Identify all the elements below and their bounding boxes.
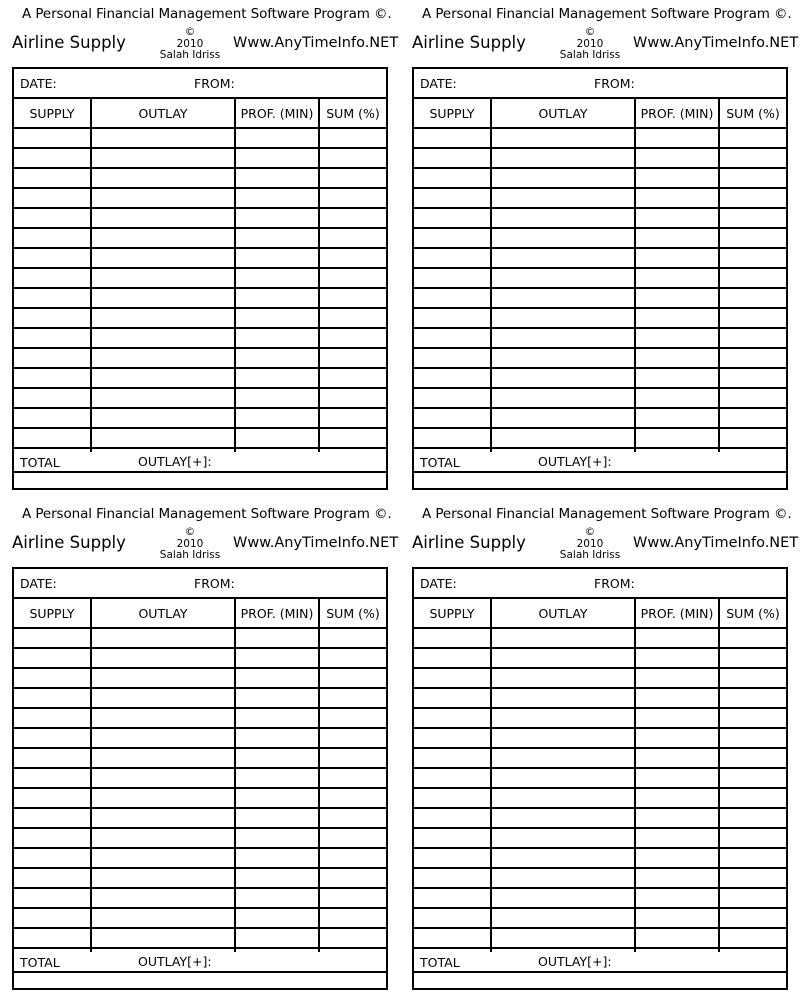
date-from-row [14,69,386,99]
table-row[interactable] [14,149,386,169]
table-row[interactable] [14,249,386,269]
total-label: TOTAL [420,455,460,470]
from-label: FROM: [194,76,235,91]
form-title: Airline Supply [12,33,126,52]
table-row[interactable] [414,369,786,389]
column-header: SUPPLY [429,106,475,121]
copyright-block [150,27,230,62]
table-row[interactable] [414,169,786,189]
table-row[interactable] [14,749,386,769]
table-row[interactable] [414,789,786,809]
outlay-total-label: OUTLAY[+]: [538,954,612,969]
table-row[interactable] [414,689,786,709]
table-row[interactable] [14,349,386,369]
table-row[interactable] [414,729,786,749]
table-row[interactable] [414,669,786,689]
copyright-block [150,527,230,562]
table-row[interactable] [14,649,386,669]
table-row[interactable] [414,629,786,649]
date-from-row [414,69,786,99]
column-header: PROF. (MIN) [640,106,714,121]
table-row[interactable] [14,869,386,889]
date-from-row [14,569,386,599]
table-row[interactable] [14,409,386,429]
column-header: OUTLAY [538,106,588,121]
website-link[interactable]: Www.AnyTimeInfo.NET [233,535,399,551]
column-header: SUPPLY [29,606,75,621]
table-row[interactable] [14,689,386,709]
from-label: FROM: [594,76,635,91]
table-row[interactable] [14,189,386,209]
table-row[interactable] [414,869,786,889]
column-header: SUM (%) [726,106,780,121]
column-header-row [14,99,386,129]
table-row[interactable] [414,429,786,449]
column-header: PROF. (MIN) [240,606,314,621]
table-row[interactable] [14,129,386,149]
table-row[interactable] [414,229,786,249]
table-row[interactable] [14,229,386,249]
copyright-symbol: © [584,526,596,538]
author-name: Salah Idriss [159,549,221,561]
table-row[interactable] [14,889,386,909]
copyright-year: 2010 [176,37,204,50]
form-title: Airline Supply [12,533,126,552]
table-row[interactable] [414,769,786,789]
column-header: OUTLAY [138,606,188,621]
table-row[interactable] [14,169,386,189]
table-row[interactable] [414,809,786,829]
column-header: SUM (%) [326,106,380,121]
website-link[interactable]: Www.AnyTimeInfo.NET [633,535,799,551]
expense-form [0,500,400,1000]
ledger-table [12,67,388,490]
outlay-total-label: OUTLAY[+]: [138,454,212,469]
column-header-row [414,99,786,129]
total-label: TOTAL [20,955,60,970]
column-header: OUTLAY [538,606,588,621]
program-tagline: A Personal Financial Management Software Program ©. [22,506,392,522]
table-row[interactable] [414,349,786,369]
author-name: Salah Idriss [559,49,621,61]
table-row[interactable] [14,829,386,849]
table-row[interactable] [14,269,386,289]
column-header: SUM (%) [326,606,380,621]
total-label: TOTAL [420,955,460,970]
column-header: SUPPLY [429,606,475,621]
date-from-row [414,569,786,599]
ledger-table [412,567,788,990]
table-row[interactable] [414,909,786,929]
table-row[interactable] [14,669,386,689]
copyright-block [550,527,630,562]
table-row[interactable] [14,369,386,389]
table-row[interactable] [14,289,386,309]
table-row[interactable] [414,889,786,909]
program-tagline: A Personal Financial Management Software Program ©. [422,506,792,522]
author-name: Salah Idriss [159,49,221,61]
table-row[interactable] [414,149,786,169]
table-row[interactable] [414,129,786,149]
table-row[interactable] [14,429,386,449]
date-label: DATE: [420,76,457,91]
copyright-symbol: © [184,526,196,538]
table-row[interactable] [414,409,786,429]
table-row[interactable] [14,209,386,229]
date-label: DATE: [20,76,57,91]
table-row[interactable] [414,829,786,849]
table-row[interactable] [14,389,386,409]
table-row[interactable] [14,909,386,929]
from-label: FROM: [194,576,235,591]
total-label: TOTAL [20,455,60,470]
table-row[interactable] [414,749,786,769]
column-header-row [14,599,386,629]
date-label: DATE: [20,576,57,591]
table-row[interactable] [414,329,786,349]
table-row[interactable] [414,269,786,289]
table-row[interactable] [14,769,386,789]
column-header: PROF. (MIN) [240,106,314,121]
table-row[interactable] [14,709,386,729]
table-row[interactable] [414,709,786,729]
column-header: OUTLAY [138,106,188,121]
table-row[interactable] [414,389,786,409]
column-header: PROF. (MIN) [640,606,714,621]
table-row[interactable] [414,309,786,329]
copyright-symbol: © [584,26,596,38]
table-row[interactable] [414,189,786,209]
expense-form [0,0,400,500]
table-row[interactable] [14,729,386,749]
total-row [414,452,786,473]
date-label: DATE: [420,576,457,591]
form-title: Airline Supply [412,533,526,552]
table-row[interactable] [14,849,386,869]
outlay-total-label: OUTLAY[+]: [538,454,612,469]
column-header-row [414,599,786,629]
program-tagline: A Personal Financial Management Software Program ©. [422,6,792,22]
table-row[interactable] [414,649,786,669]
ledger-table [412,67,788,490]
table-row[interactable] [414,289,786,309]
table-row[interactable] [414,849,786,869]
copyright-year: 2010 [576,37,604,50]
copyright-year: 2010 [176,537,204,550]
table-row[interactable] [14,329,386,349]
column-header: SUM (%) [726,606,780,621]
program-tagline: A Personal Financial Management Software Program ©. [22,6,392,22]
total-row [14,952,386,973]
table-row[interactable] [414,929,786,949]
ledger-table [12,567,388,990]
total-row [14,452,386,473]
form-title: Airline Supply [412,33,526,52]
author-name: Salah Idriss [559,549,621,561]
table-row[interactable] [414,249,786,269]
table-row[interactable] [14,929,386,949]
table-row[interactable] [14,809,386,829]
expense-form [400,500,800,1000]
table-row[interactable] [414,209,786,229]
table-row[interactable] [14,309,386,329]
copyright-symbol: © [184,26,196,38]
copyright-year: 2010 [576,537,604,550]
copyright-block [550,27,630,62]
outlay-total-label: OUTLAY[+]: [138,954,212,969]
table-row[interactable] [14,629,386,649]
expense-form [400,0,800,500]
column-header: SUPPLY [29,106,75,121]
website-link[interactable]: Www.AnyTimeInfo.NET [233,35,399,51]
website-link[interactable]: Www.AnyTimeInfo.NET [633,35,799,51]
table-row[interactable] [14,789,386,809]
total-row [414,952,786,973]
from-label: FROM: [594,576,635,591]
